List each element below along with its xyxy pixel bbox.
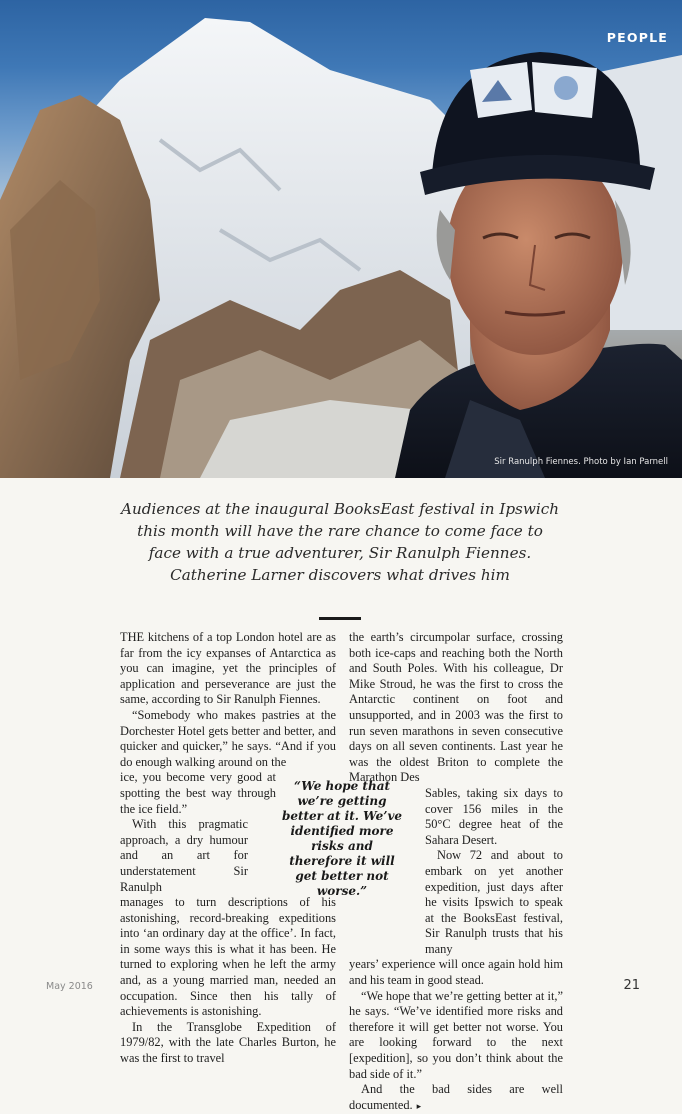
paragraph-part: “Somebody who makes pastries at the Dorchester Hotel gets better and better, and quicker and quicker,” he says. “And if you do enough walking around on the xyxy=(120,707,336,769)
paragraph xyxy=(120,708,336,770)
paragraph: “We hope that we’re getting better at it,” he says. “We’ve identified more risks and therefore it will get better not worse. You are looking forward to the next [expedition], so you don’t think about the bad side of it.” xyxy=(349,988,563,1081)
footer-date: May 2016 xyxy=(46,981,93,992)
pull-quote: “We hope that we’re getting better at it. We’ve identified more risks and therefore it will get better not worse.” xyxy=(281,779,403,898)
hero-photo xyxy=(0,0,682,478)
paragraph-part: the earth’s circumpolar surface, crossing both ice-caps and reaching both the North and South Poles. With his colleague, Dr Mike Stroud, he was the first to cross the Antarctic continent on foot and unsupported, and in 2003 was the first to run seven marathons in seven consecutive days on all seven continents. Last year he was the oldest Briton to complete the Marathon Des xyxy=(349,630,563,785)
standfirst: Audiences at the inaugural BooksEast festival in Ipswich this month will have the rare chance to come face to face with a true adventurer, Sir Ranulph Fiennes. Catherine Larner discovers what drives him xyxy=(121,500,559,584)
paragraph-part: With this pragmatic approach, a dry humour and an art for understatement Sir Ranulph xyxy=(120,817,248,894)
paragraph-part: Sables, taking six days to cover 156 miles in the 50°C degree heat of the Sahara Desert. xyxy=(425,785,563,847)
mountain-portrait-illustration xyxy=(0,0,682,478)
paragraph-part: ice, you become very good at spotting the best way through the ice field.” xyxy=(120,770,276,816)
divider-rule xyxy=(319,617,361,620)
paragraph: THE kitchens of a top London hotel are as far from the icy expanses of Antarctica as you can imagine, yet the principles of application and perseverance are just the same, according to Sir Ranulph Fiennes. xyxy=(120,630,336,707)
page-number: 21 xyxy=(623,978,640,993)
section-label: PEOPLE xyxy=(606,30,668,45)
paragraph-part: years’ experience will once again hold him and his team in good stead. xyxy=(349,957,563,988)
paragraph-part: manages to turn descriptions of his astonishing, record-breaking expeditions into ‘an ordinary day at the office’. In fact, in some ways this is what it has been. He turned to exploring when he left the army and, as a young married man, needed an occupation. Since then his tally of achievements is astonishing. xyxy=(120,895,336,1019)
paragraph: In the Transglobe Expedition of 1979/82, with the late Charles Burton, he was the first to travel xyxy=(120,1019,336,1066)
photo-caption: Sir Ranulph Fiennes. Photo by Ian Parnell xyxy=(494,457,668,467)
paragraph-part: Now 72 and about to embark on yet another expedition, just days after he visits Ipswich to speak at the BooksEast festival, Sir Ranulph trusts that his many xyxy=(425,848,563,956)
paragraph xyxy=(349,1082,563,1114)
paragraph-text: And the bad sides are well documented. xyxy=(349,1082,563,1112)
continue-arrow-icon: ▸ xyxy=(416,1100,422,1111)
